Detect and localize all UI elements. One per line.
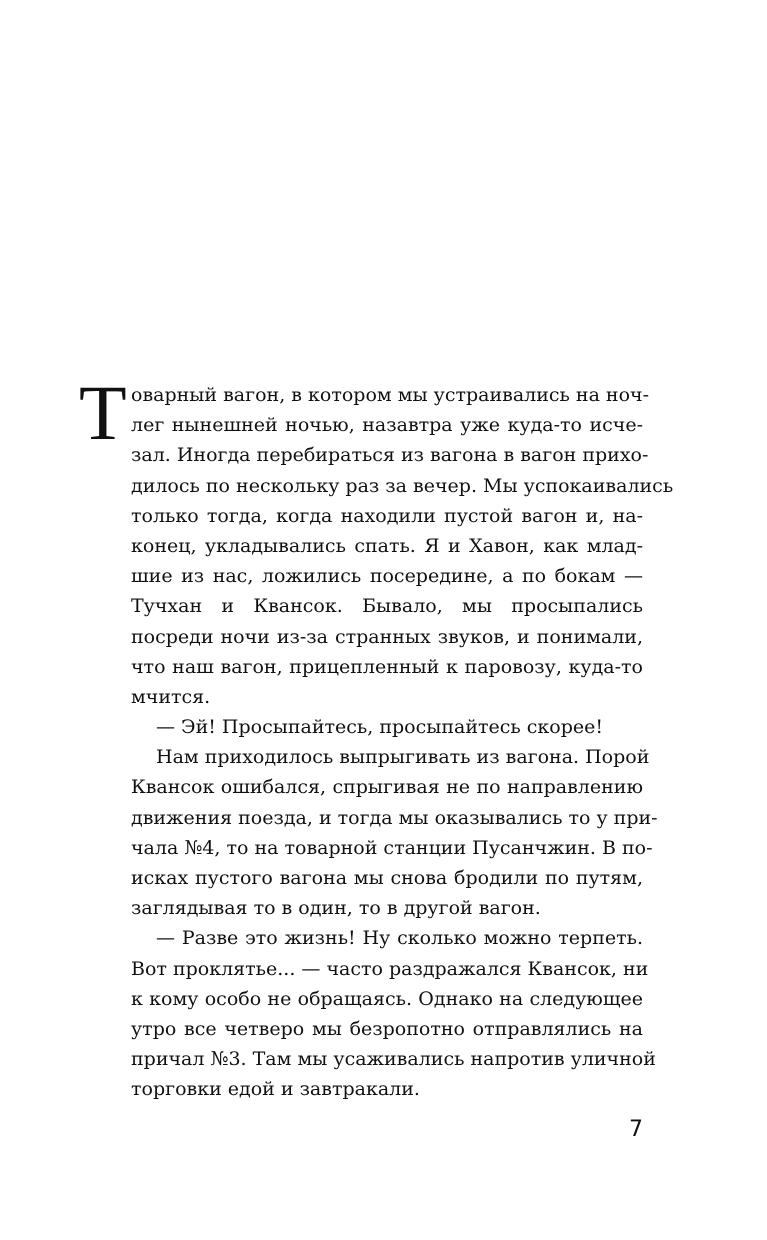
body-text (79, 369, 674, 1105)
text-line: чала №4, то на товарной станции Пусанчжин. В по- (131, 836, 653, 859)
text-line: конец, укладывались спать. Я и Хавон, как млад- (131, 534, 643, 557)
text-line: — Эй! Просыпайтесь, просыпайтесь скорее! (156, 716, 604, 739)
text-line: Нам приходилось выпрыгивать из вагона. Порой (156, 746, 650, 769)
text-line: исках пустого вагона мы снова бродили по путям, (131, 867, 643, 889)
text-line: мчится. (131, 685, 211, 708)
text-line: дилось по нескольку раз за вечер. Мы успокаивались (131, 474, 674, 497)
text-line: — Разве это жизнь! Ну сколько можно терпеть. (156, 927, 643, 950)
page-number: 7 (629, 1117, 643, 1142)
text-line: что наш вагон, прицепленный к паровозу, куда-то (131, 655, 643, 678)
text-line: лег нынешней ночью, назавтра уже куда-то исче- (131, 414, 643, 437)
text-line: заглядывая то в один, то в другой вагон. (131, 897, 541, 920)
text-line: оварный вагон, в котором мы устраивались на ноч- (131, 384, 650, 406)
text-line: движения поезда, и тогда мы оказывались то у при- (131, 806, 658, 829)
text-line: причал №3. Там мы усаживались напротив уличной (131, 1048, 656, 1071)
text-line: Тучхан и Квансок. Бывало, мы просыпались (131, 595, 643, 618)
text-line: торговки едой и завтракали. (131, 1078, 420, 1101)
text-line: Вот проклятье... — часто раздражался Квансок, ни (131, 957, 649, 980)
drop-cap-letter: Т (79, 369, 127, 456)
text-line: шие из нас, ложились посередине, а по бокам — (131, 565, 643, 588)
text-line: утро все четверо мы безропотно отправлялись на (131, 1017, 643, 1040)
text-line: только тогда, когда находили пустой вагон и, на- (131, 504, 643, 527)
text-line: к кому особо не обращаясь. Однако на следующее (131, 987, 643, 1010)
text-line: Квансок ошибался, спрыгивая не по направлению (131, 776, 643, 799)
text-line: посреди ночи из-за странных звуков, и понимали, (131, 625, 643, 648)
text-line: зал. Иногда перебираться из вагона в вагон прихо- (131, 444, 649, 467)
